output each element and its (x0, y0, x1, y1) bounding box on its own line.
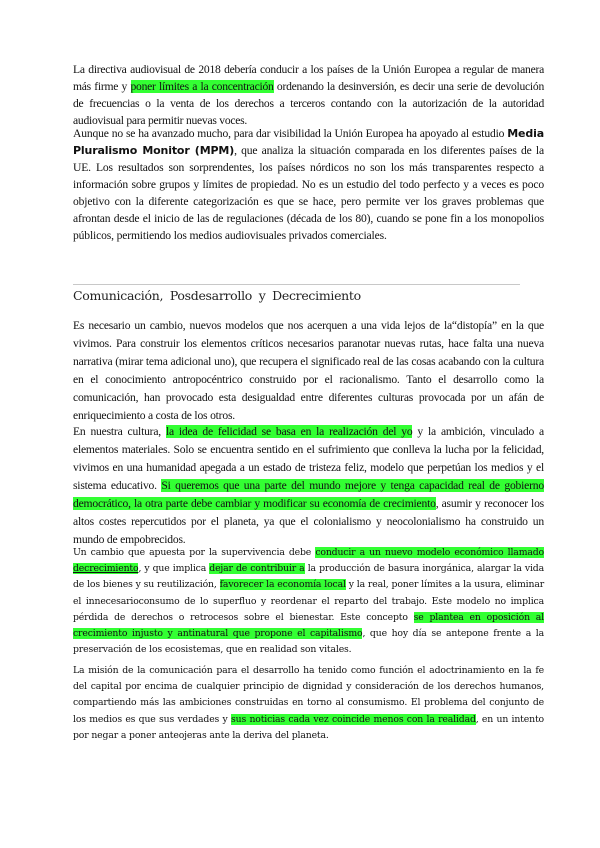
text-run: Aunque no se ha avanzado mucho, para dar visibilidad la Unión Europea ha apoyado al estudio (73, 127, 508, 140)
bold-text: Media Pluralismo Monitor (MPM) (73, 127, 544, 157)
highlighted-text: la idea de felicidad se basa en la realización del yo (165, 425, 413, 438)
highlighted-text: favorecer la economía local (219, 579, 346, 591)
paragraph-new-models (73, 317, 544, 425)
paragraph-culture-happiness (73, 423, 544, 549)
highlighted-text: sus noticias cada vez coincide menos con la realidad (231, 713, 476, 725)
text-run: Un cambio que apuesta por la supervivencia debe (73, 547, 316, 558)
text-run: , que hoy día se antepone frente a la preservación de los ecosistemas, que en realidad son vitales. (73, 628, 544, 656)
text-run: , en un intento por negar a poner anteojeras ante la deriva del planeta. (73, 713, 544, 741)
highlighted-text: conducir a un nuevo modelo económico llamado (315, 547, 544, 558)
text-run: ordenando la desinversión, es decir una serie de devolución de frecuencias o la venta de los derechos a terceros contando con la autorización de la autoridad audiovisual para permitir nuevas voces. (73, 80, 544, 127)
text-run: La directiva audiovisual de 2018 debería conducir a los países de la Unión Europea a regular de manera más firme y (73, 63, 544, 93)
text-run: y la real, poner límites a la usura, eliminar el innecesarioconsumo de lo superfluo y reordenar el reparto del trabajo. Este modelo no implica pérdida de derechos o retrocesos sobre el bienestar. Este concepto (73, 579, 545, 623)
paragraph-media-pluralism-monitor (73, 125, 544, 244)
text-run: y la ambición, vinculado a elementos materiales. Solo se encuentra sentido en el sufrimiento que conlleva la lucha por la felicidad, vivimos en una humanidad apegada a un estado de tristeza feliz, modelo que perpetúan los medios y el sistema educativo. (73, 425, 544, 492)
section-divider (73, 284, 520, 285)
paragraph-degrowth (73, 545, 544, 658)
text-run: , que analiza la situación comparada en los diferentes países de la UE. Los resultados son sorprendentes, los países nórdicos no son los más transparentes respecto a información sobre grupos y límites de propiedad. No es un estudio del todo perfecto y a veces es poco objetivo con la diferente categorización es que se hace, pero permite ver los graves problemas que afrontan desde el inicio de las de regulaciones (década de los 80), cuando se pone fin a los monopolios públicos, permitiendo los medios audiovisuales privados comerciales. (73, 144, 544, 242)
highlighted-text: poner límites a la concentración (130, 80, 274, 93)
section-heading: Comunicación, Posdesarrollo y Decrecimiento (73, 288, 361, 303)
highlighted-text: Si queremos que una parte del mundo mejore y tenga capacidad real de gobierno democrático, la otra parte debe cambiar y modificar su economía de crecimiento (73, 479, 544, 510)
text-run: La misión de la comunicación para el desarrollo ha tenido como función el adoctrinamiento en la fe del capital por encima de cualquier principio de dignidad y consideración de los derechos humanos, compartiendo más las ambiciones construidas en torno al consumismo. El problema del conjunto de los medios es que sus verdades y (73, 665, 544, 725)
highlighted-text: dejar de contribuir a (209, 563, 305, 575)
text-run: Es necesario un cambio, nuevos modelos que nos acerquen a una vida lejos de la“distopía” en la que vivimos. Para construir los elementos críticos necesarios paranotar nuevas rutas, hace falta una nueva narrativa (mirar tema adicional uno), que recupera el significado real de las cosas acabando con la cultura en el conocimiento antropocéntrico construido por el racionalismo. Tanto el desarrollo como la comunicación, han provocado esta desigualdad entre diferentes culturas provocada por un afán de enriquecimiento a costa de los otros. (73, 319, 544, 422)
highlighted-text: se plantea en oposición al crecimiento injusto y antinatural que propone el capitalismo (73, 611, 544, 640)
text-run: En nuestra cultura, (73, 425, 166, 438)
text-run: , y que implica (138, 563, 210, 575)
text-run: , asumir y reconocer los altos costes repercutidos por el planeta, ya que el colonialismo y neocolonialismo ha construido un mundo de empobrecidos. (73, 497, 544, 546)
text-run: la producción de basura inorgánica, alargar la vida de los bienes y su reutilización, (73, 563, 544, 591)
paragraph-communication-mission (73, 663, 544, 744)
highlighted-underlined-text: decrecimiento (73, 563, 139, 575)
paragraph-audiovisual-directive (73, 61, 544, 129)
